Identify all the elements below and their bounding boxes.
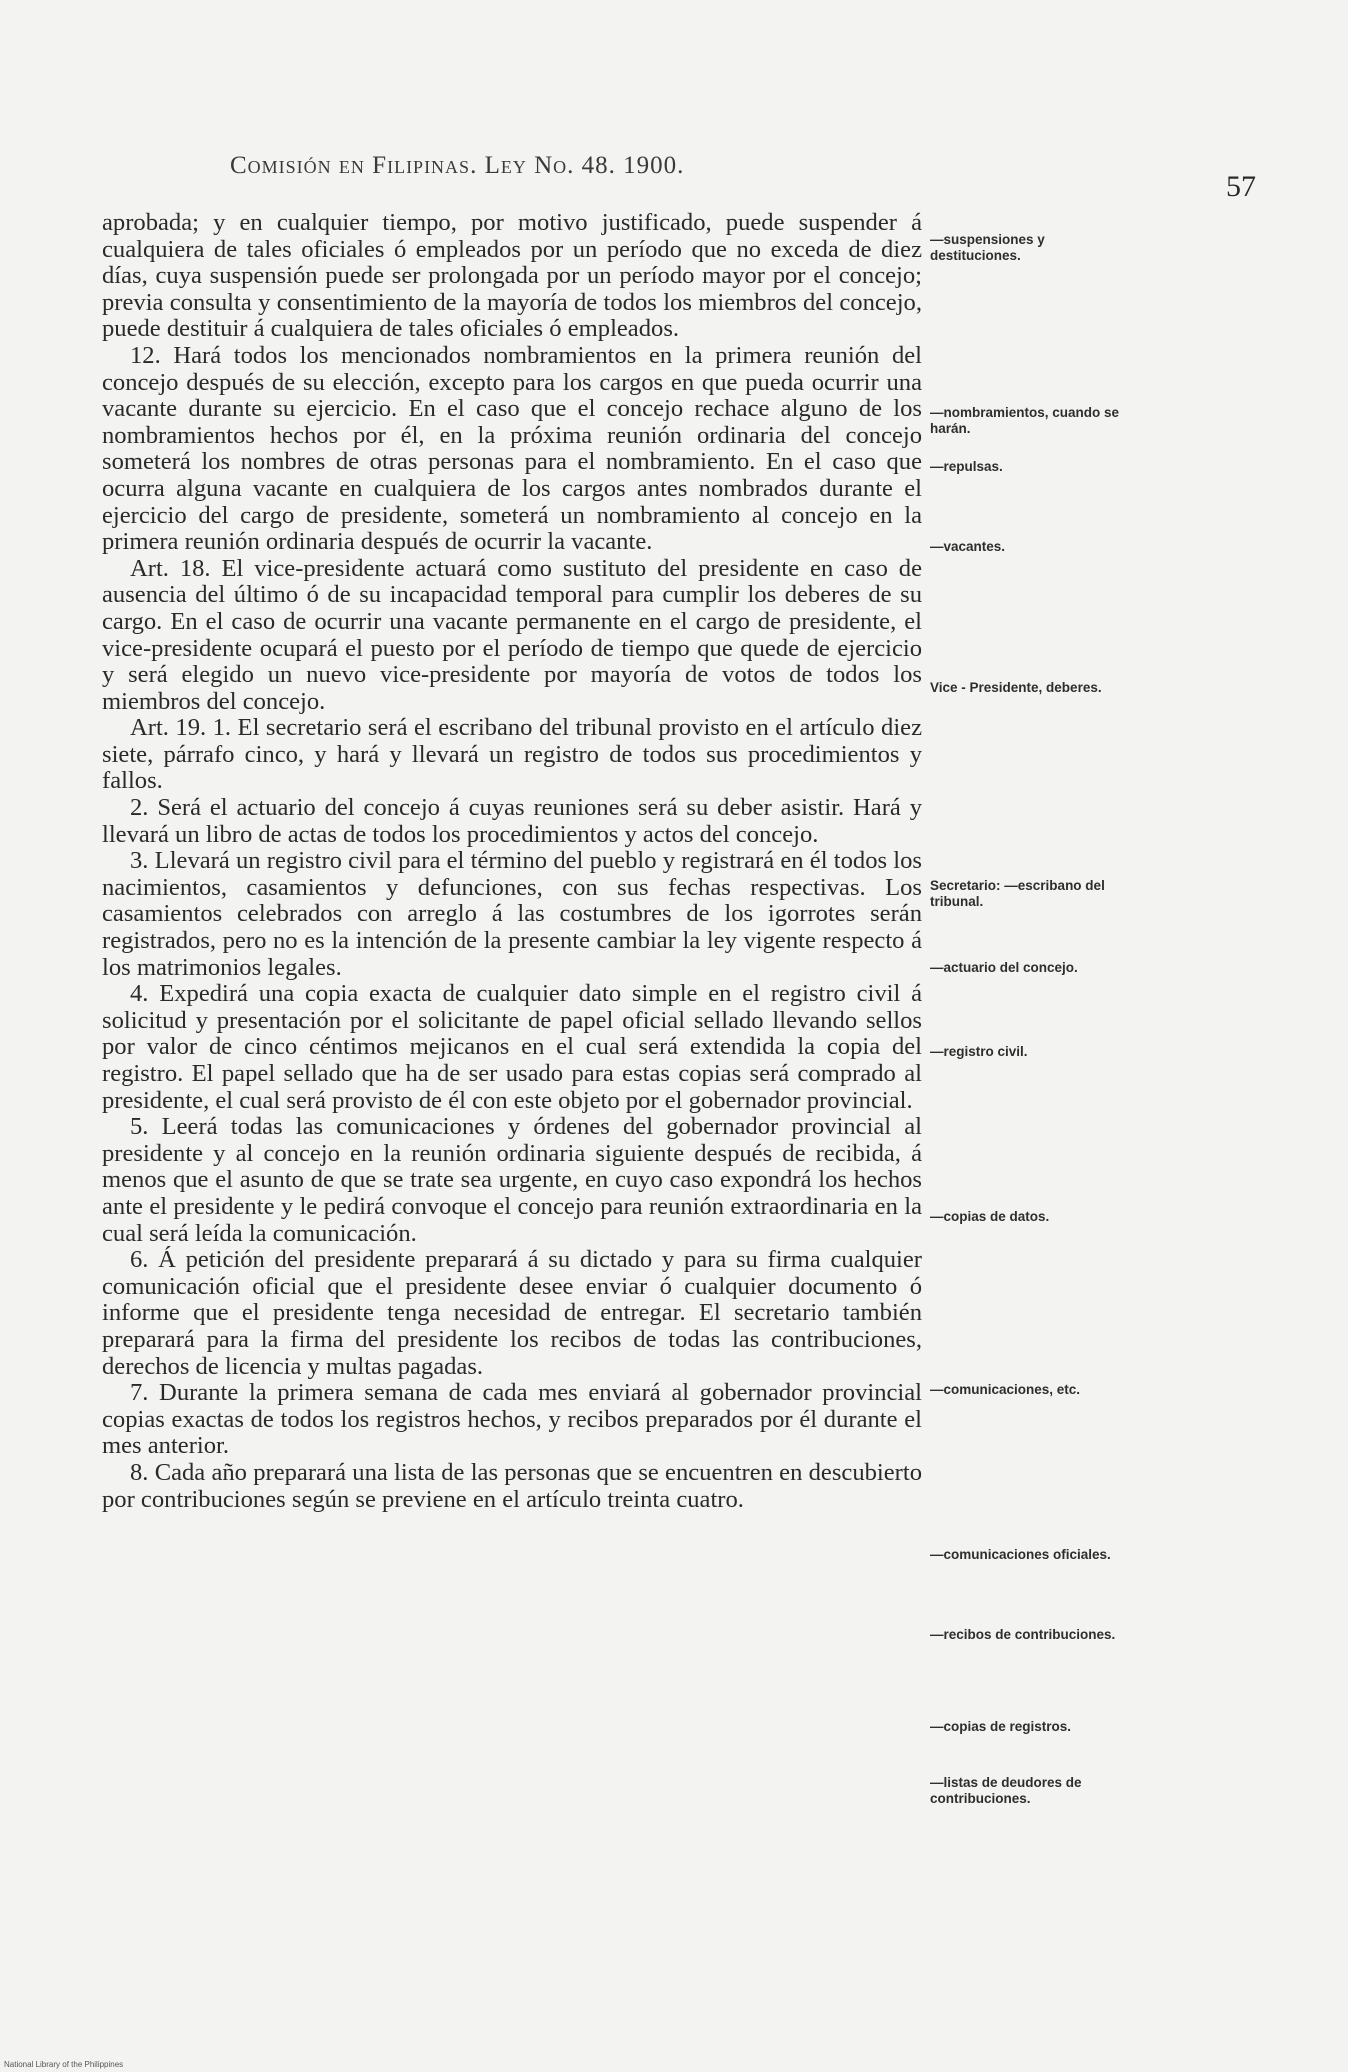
body-text bbox=[102, 210, 922, 1513]
paragraph-7: 5. Leerá todas las comunicaciones y órdenes del gobernador provincial al presidente y al concejo en la reunión ordinaria siguiente después de recibida, á menos que el asunto de que se trate sea urgente, en cuyo caso expondrá los hechos ante el presidente y le pedirá convoque el concejo para reunión extraordinaria en la cual será leída la comunicación. bbox=[102, 1113, 922, 1247]
margin-note: —copias de datos. bbox=[930, 1209, 1050, 1224]
margin-note: —repulsas. bbox=[930, 459, 1003, 474]
margin-note: —copias de registros. bbox=[930, 1719, 1072, 1734]
margin-note: —recibos de contribuciones. bbox=[930, 1627, 1116, 1642]
paragraph-3: Art. 19. 1. El secretario será el escribano del tribunal provisto en el artículo diez siete, párrafo cinco, y hará y llevará un registro de todos sus procedimientos y fallos. bbox=[102, 714, 922, 795]
margin-note: —vacantes. bbox=[930, 539, 1006, 554]
paragraph-4: 2. Será el actuario del concejo á cuyas reuniones será su deber asistir. Hará y llevará un libro de actas de todos los procedimientos y actos del concejo. bbox=[102, 794, 922, 848]
paragraph-6: 4. Expedirá una copia exacta de cualquier dato simple en el registro civil á solicitud y presentación por el solicitante de papel oficial sellado llevando sellos por valor de cinco céntimos mejicanos en el cual será extendida la copia del registro. El papel sellado que ha de ser usado para estas copias será comprado al presidente, el cual será provisto de él con este objeto por el gobernador provincial. bbox=[102, 980, 922, 1114]
footer-credit: National Library of the Philippines bbox=[4, 2060, 124, 2069]
paragraph-9: 7. Durante la primera semana de cada mes enviará al gobernador provincial copias exactas de todos los registros hechos, y recibos preparados por él durante el mes anterior. bbox=[102, 1379, 922, 1460]
paragraph-0: aprobada; y en cualquier tiempo, por motivo justificado, puede suspender á cualquiera de tales oficiales ó empleados por un período que no exceda de diez días, cuya suspensión puede ser prolongada por un período mayor por el concejo; previa consulta y consentimiento de la mayoría de todos los miembros del concejo, puede destituir á cualquiera de tales oficiales ó empleados. bbox=[102, 209, 922, 343]
margin-note: —suspensiones y destituciones. bbox=[930, 232, 1045, 263]
paragraph-5: 3. Llevará un registro civil para el término del pueblo y registrará en él todos los nacimientos, casamientos y defunciones, con sus fechas respectivas. Los casamientos celebrados con arreglo á las costumbres de los igorrotes serán registrados, pero no es la intención de la presente cambiar la ley vigente respecto á los matrimonios legales. bbox=[102, 847, 922, 981]
margin-note: Secretario: —escribano del tribunal. bbox=[930, 878, 1105, 909]
paragraph-8: 6. Á petición del presidente preparará á su dictado y para su firma cualquier comunicación oficial que el presidente desee enviar ó cualquier documento ó informe que el presidente tenga necesidad de entregar. El secretario también preparará para la firma del presidente los recibos de todas las contribuciones, derechos de licencia y multas pagadas. bbox=[102, 1246, 922, 1380]
margin-note: —actuario del concejo. bbox=[930, 960, 1078, 975]
margin-note: Vice - Presidente, deberes. bbox=[930, 680, 1102, 695]
paragraph-1: 12. Hará todos los mencionados nombramientos en la primera reunión del concejo después de su elección, excepto para los cargos en que pueda ocurrir una vacante durante su ejercicio. En el caso que el concejo rechace alguno de los nombramientos hechos por él, en la próxima reunión ordinaria del concejo someterá los nombres de otras personas para el nombramiento. En el caso que ocurra alguna vacante en cualquiera de los cargos antes nombrados durante el ejercicio del cargo de presidente, someterá un nombramiento al concejo en la primera reunión ordinaria después de ocurrir la vacante. bbox=[102, 341, 922, 556]
margin-note: —registro civil. bbox=[930, 1044, 1028, 1059]
margin-note: —comunicaciones oficiales. bbox=[930, 1547, 1111, 1562]
margin-note: —nombramientos, cuando se harán. bbox=[930, 405, 1120, 436]
margin-note: —comunicaciones, etc. bbox=[930, 1382, 1081, 1397]
paragraph-2: Art. 18. El vice-presidente actuará como sustituto del presidente en caso de ausencia del último ó de su incapacidad temporal para cumplir los deberes de su cargo. En el caso de ocurrir una vacante permanente en el cargo de presidente, el vice-presidente ocupará el puesto por el período de tiempo que quede de ejercicio y será elegido un nuevo vice-presidente por mayoría de votos de todos los miembros del concejo. bbox=[102, 554, 922, 715]
paragraph-10: 8. Cada año preparará una lista de las personas que se encuentren en descubierto por contribuciones según se previene en el artículo treinta cuatro. bbox=[102, 1458, 922, 1513]
running-header: Comisión en Filipinas. Ley No. 48. 1900. bbox=[230, 152, 685, 179]
margin-note: —listas de deudores de contribuciones. bbox=[930, 1775, 1082, 1806]
page-number: 57 bbox=[1226, 170, 1256, 203]
